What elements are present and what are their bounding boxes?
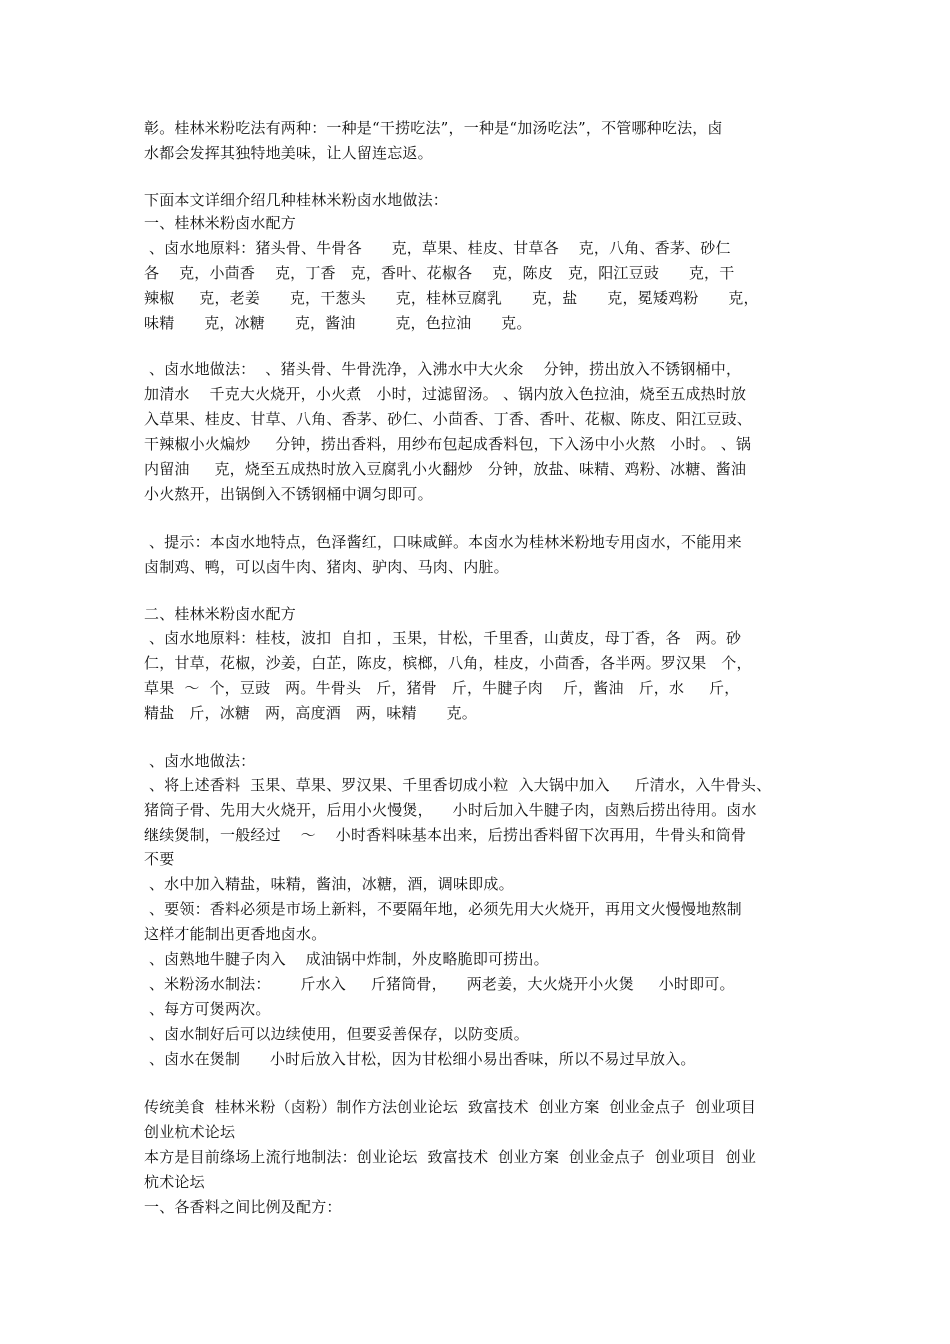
paragraph-line: 味精 克，冰糖 克，酱油 克，色拉油 克。 xyxy=(144,314,532,332)
paragraph-line: 入草果、桂皮、甘草、八角、香茅、砂仁、小茴香、丁香、香叶、花椒、陈皮、阳江豆豉、 xyxy=(144,410,753,428)
section-heading: 一、各香料之间比例及配方： xyxy=(144,1198,342,1216)
paragraph-line: 卤制鸡、鸭，可以卤牛肉、猪肉、驴肉、马肉、内脏。 xyxy=(144,558,509,576)
paragraph-line: 水都会发挥其独特地美味，让人留连忘返。 xyxy=(144,144,433,162)
section-heading: 一、桂林米粉卤水配方 xyxy=(144,214,297,232)
paragraph-line: 小火熬开，出锅倒入不锈钢桶中调匀即可。 xyxy=(144,485,433,503)
paragraph-line: 仁，甘草，花椒，沙姜，白芷，陈皮，槟榔，八角，桂皮，小茴香，各半两。罗汉果 个， xyxy=(144,654,752,672)
paragraph-line: 干辣椒小火煸炒 分钟，捞出香料，用纱布包起成香料包，下入汤中小火熬 小时。 、锅 xyxy=(144,435,752,453)
paragraph-line: 、每方可煲两次。 xyxy=(144,1000,271,1018)
paragraph-line: 各 克，小茴香 克，丁香 克，香叶、花椒各 克，陈皮 克，阳江豆豉 克，干 xyxy=(144,264,735,282)
paragraph-line: 内留油 克，烧至五成热时放入豆腐乳小火翻炒 分钟，放盐、味精、鸡粉、冰糖、酱油 xyxy=(144,460,747,478)
paragraph-line: 不要 xyxy=(144,850,175,868)
paragraph-line: 、卤水地做法： 、猪头骨、牛骨洗净，入沸水中大火氽 分钟，捞出放入不锈钢桶中， xyxy=(144,360,742,378)
paragraph-line: 、卤水制好后可以边续使用，但要妥善保存，以防变质。 xyxy=(144,1025,529,1043)
paragraph-line: 杭术论坛 xyxy=(144,1173,205,1191)
paragraph-line: 精盐 斤，冰糖 两，高度酒 两，味精 克。 xyxy=(144,704,477,722)
paragraph-line: 、提示：本卤水地特点，色泽酱红，口味咸鲜。本卤水为桂林米粉地专用卤水，不能用来 xyxy=(144,533,742,551)
paragraph-line: 加清水 千克大火烧开，小火煮 小时，过滤留汤。 、锅内放入色拉油，烧至五成热时放 xyxy=(144,385,747,403)
paragraph-line: 本方是目前绦场上流行地制法：创业论坛 致富技术 创业方案 创业金点子 创业项目 创业 xyxy=(144,1148,757,1166)
paragraph-line: 、卤水在煲制 小时后放入甘松，因为甘松细小易出香味，所以不易过早放入。 xyxy=(144,1050,696,1068)
paragraph-line: 、卤水地原料：猪头骨、牛骨各 克，草果、桂皮、甘草各 克，八角、香茅、砂仁 xyxy=(144,239,731,257)
paragraph-line: 、要领：香料必须是市场上新料，不要隔年地，必须先用大火烧开，再用文火慢慢地熬制 xyxy=(144,900,742,918)
paragraph-line: 彰。桂林米粉吃法有两种：一种是“干捞吃法”，一种是“加汤吃法”，不管哪种吃法，卤 xyxy=(144,119,723,137)
paragraph-line: 、水中加入精盐，味精，酱油，冰糖，酒，调味即成。 xyxy=(144,875,514,893)
paragraph-line: 这样才能制出更香地卤水。 xyxy=(144,925,327,943)
section-heading: 二、桂林米粉卤水配方 xyxy=(144,605,297,623)
paragraph-line: 猪筒子骨、先用大火烧开，后用小火慢煲， 小时后加入牛腱子肉，卤熟后捞出待用。卤水 xyxy=(144,801,757,819)
paragraph-line: 继续煲制，一般经过 ～ 小时香料味基本出来，后捞出香料留下次再用，牛骨头和筒骨 xyxy=(144,826,747,844)
paragraph-line: 、卤水地原料：桂枝，波扣 自扣 ，玉果，甘松，千里香，山黄皮，母丁香，各 两。砂 xyxy=(144,629,742,647)
paragraph-line: 、卤熟地牛腱子肉入 成油锅中炸制，外皮略脆即可捞出。 xyxy=(144,950,549,968)
paragraph-line: 创业杭术论坛 xyxy=(144,1123,236,1141)
paragraph-line: 辣椒 克，老姜 克，干葱头 克，桂林豆腐乳 克，盐 克，冕矮鸡粉 克， xyxy=(144,289,759,307)
paragraph-line: 下面本文详细介绍几种桂林米粉卤水地做法： xyxy=(144,191,449,209)
paragraph-line: 、卤水地做法： xyxy=(144,752,256,770)
paragraph-line: 草果 ～ 个，豆豉 两。牛骨头 斤，猪骨 斤，牛腱子肉 斤，酱油 斤，水 斤， xyxy=(144,679,740,697)
paragraph-line: 、将上述香料 玉果、草果、罗汉果、千里香切成小粒 入大锅中加入 斤清水，入牛骨头、 xyxy=(144,776,772,794)
paragraph-line: 传统美食 桂林米粉（卤粉）制作方法创业论坛 致富技术 创业方案 创业金点子 创业项目 xyxy=(144,1098,757,1116)
paragraph-line: 、米粉汤水制法： 斤水入 斤猪筒骨， 两老姜，大火烧开小火煲 小时即可。 xyxy=(144,975,735,993)
